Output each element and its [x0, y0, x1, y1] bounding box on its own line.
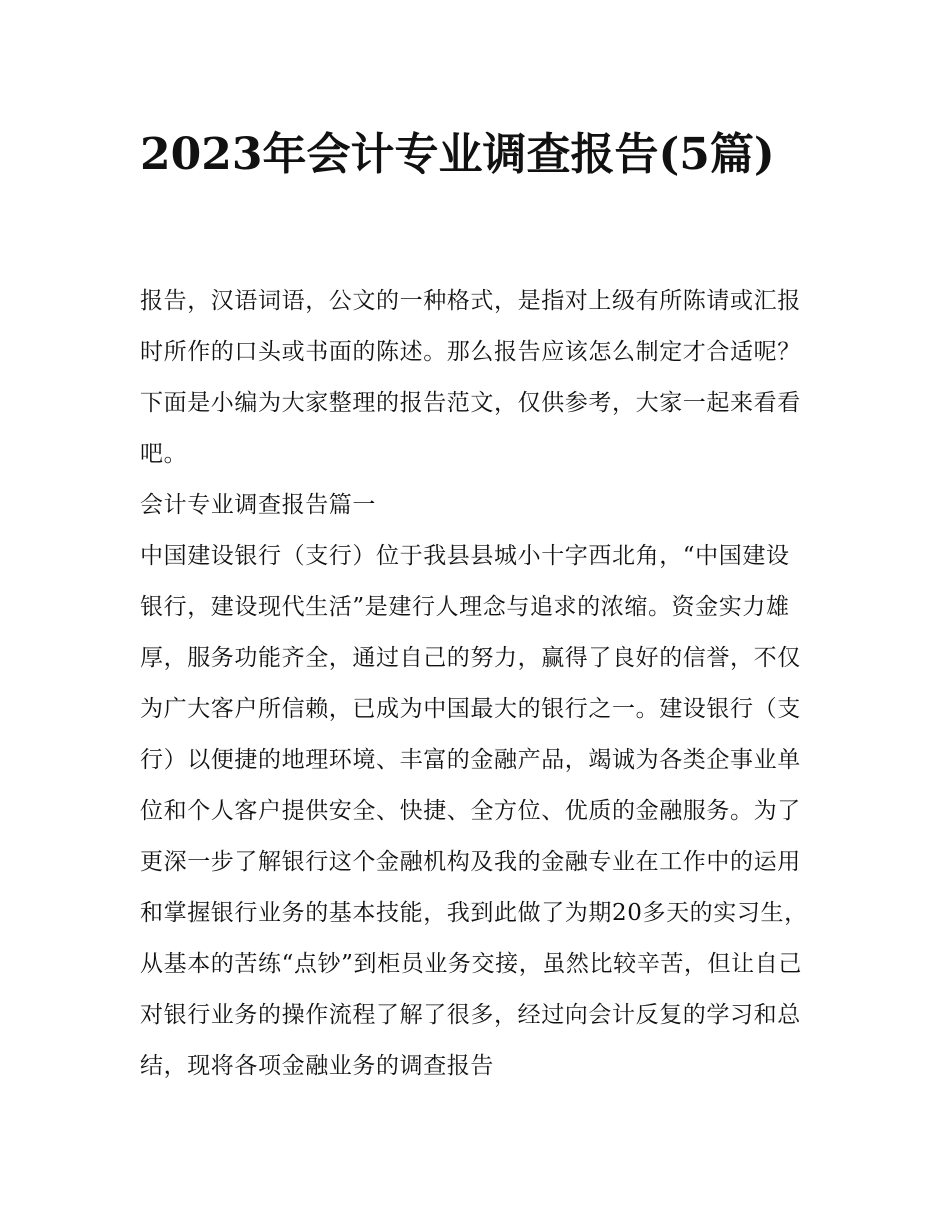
section-heading: 会计专业调查报告篇一 [140, 492, 376, 518]
section-body-paragraph: 中国建设银行（支行）位于我县县城小十字西北角，“中国建设银行，建设现代生活”是建行人理念与追求的浓缩。资金实力雄厚，服务功能齐全，通过自己的努力，赢得了良好的信誉，不仅为广大客户所信赖，已成为中国最大的银行之一。建设银行（支行）以便捷的地理环境、丰富的金融产品，竭诚为各类企事业单位和个人客户提供安全、快捷、全方位、优质的金融服务。为了更深一步了解银行这个金融机构及我的金融专业在工作中的运用和掌握银行业务的基本技能，我到此做了为期20多天的实习生，从基本的苦练“点钞”到柜员业务交接，虽然比较辛苦，但让自己对银行业务的操作流程了解了很多，经过向会计反复的学习和总结，现将各项金融业务的调查报告 [140, 543, 808, 1079]
document-title: 2023年会计专业调查报告(5篇) [140, 129, 775, 180]
intro-paragraph: 报告，汉语词语，公文的一种格式，是指对上级有所陈请或汇报时所作的口头或书面的陈述。那么报告应该怎么制定才合适呢？下面是小编为大家整理的报告范文，仅供参考，大家一起来看看吧。 [140, 288, 801, 467]
